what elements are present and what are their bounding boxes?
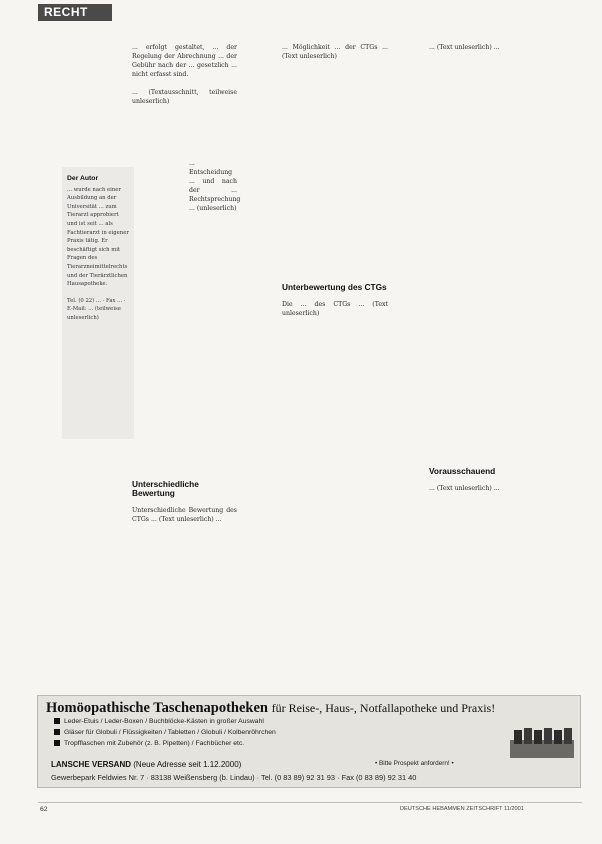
paragraph: ... (Text unleserlich) ... [429, 44, 500, 51]
ad-bullet: Gläser für Globuli / Flüssigkeiten / Tabletten / Globuli / Kolbenröhrchen [54, 729, 276, 736]
column-1-bottom [132, 478, 237, 534]
bullet-square-icon [54, 729, 60, 735]
paragraph: ... (Text unleserlich) ... [429, 484, 500, 492]
column-2-bottom [282, 281, 388, 328]
journal-name: DEUTSCHE HEBAMMEN ZEITSCHRIFT 11/2001 [400, 806, 524, 812]
ad-address: Gewerbepark Feldwies Nr. 7 · 83138 Weißensberg (b. Lindau) · Tel. (0 83 89) 92 31 93 · Fax (0 83 89) 92 31 40 [51, 773, 417, 782]
paragraph: ... (Textausschnitt, teilweise unleserlich) [132, 88, 237, 105]
paragraph: Die ... des CTGs ... (Text unleserlich) [282, 300, 388, 317]
column-1-side [189, 160, 241, 222]
author-title: Der Autor [67, 175, 99, 182]
ad-title-main: Homöopathische Taschenapotheken [46, 700, 268, 716]
medicine-jars-image [508, 726, 578, 760]
author-box [62, 167, 134, 439]
column-1-heading: Unterschiedliche Bewertung [132, 479, 199, 498]
vendor-note: (Neue Adresse seit 1.12.2000) [133, 760, 242, 769]
ad-prospekt-note: • Bitte Prospekt anfordern! • [375, 760, 454, 767]
column-2 [282, 44, 388, 71]
paragraph: Unterschiedliche Bewertung des CTGs ... (Text unleserlich) ... [132, 506, 237, 523]
page-number: 62 [40, 806, 48, 813]
author-contact: Tel. (0 22) ... · Fax ... · E-Mail: ... (teilweise unleserlich) [67, 297, 126, 321]
column-3-heading: Vorausschauend [429, 466, 496, 476]
paragraph: ... Möglichkeit ... der CTGs ... (Text unleserlich) [282, 44, 388, 60]
ad-vendor [51, 760, 241, 769]
paragraph: ... Entscheidung ... und nach der ... Rechtsprechung ... (unleserlich) [189, 160, 241, 212]
column-3-bottom [429, 465, 539, 503]
section-label: RECHT [38, 4, 112, 21]
bullet-square-icon [54, 718, 60, 724]
ad-bullet: Tropfflaschen mit Zubehör (z. B. Pipetten) / Fachbücher etc. [54, 740, 244, 747]
author-bio: ... wurde nach einer Ausbildung an der Universität ... zum Tierarzt approbiert und ist seit ... als Fachtierarzt in eigener Praxis tätig. Er beschäftigt sich mit Fragen des Tierarzneimittelrechts und der Tierärztlichen Hausapotheke. [67, 186, 129, 288]
advertisement-box [37, 695, 581, 788]
ad-title [46, 700, 495, 717]
column-3 [429, 44, 539, 62]
vendor-name: LANSCHE VERSAND [51, 760, 132, 769]
column-2-heading: Unterbewertung des CTGs [282, 282, 387, 292]
bullet-square-icon [54, 740, 60, 746]
ad-bullet: Leder-Etuis / Leder-Boxen / Buchblöcke-Kästen in großer Auswahl [54, 718, 264, 725]
footer-rule [38, 802, 582, 803]
ad-title-suffix: für Reise-, Haus-, Notfallapotheke und Praxis! [271, 701, 496, 715]
paragraph: ... erfolgt gestaltet, ... der Regelung der Abrechnung ... der Gebühr nach der ... gesetzlich ... nicht erfasst sind. [132, 44, 237, 78]
column-1-top [132, 44, 237, 115]
